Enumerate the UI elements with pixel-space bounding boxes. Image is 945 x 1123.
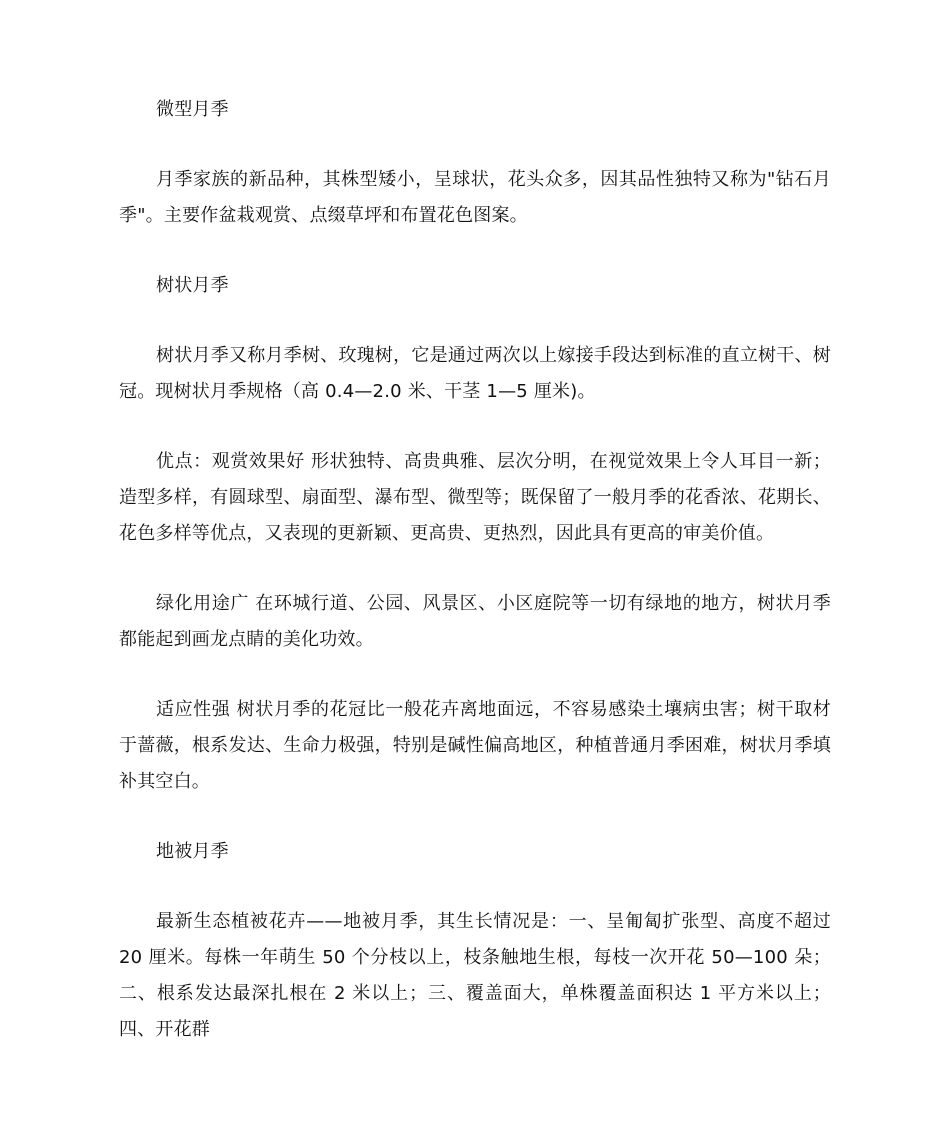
section-heading-ground-cover-rose: 地被月季 (156, 841, 229, 862)
section-heading-tree-rose: 树状月季 (156, 275, 229, 296)
paragraph-tree-rose-advantages: 优点：观赏效果好 形状独特、高贵典雅、层次分明，在视觉效果上令人耳目一新；造型多样，有圆球型、扇面型、瀑布型、微型等；既保留了一般月季的花香浓、花期长、花色多样等优点，又表现的更新颖、更高贵、更热烈，因此具有更高的审美价值。 (119, 451, 831, 544)
paragraph-tree-rose-greening-use: 绿化用途广 在环城行道、公园、风景区、小区庭院等一切有绿地的地方，树状月季都能起到画龙点睛的美化功效。 (119, 593, 831, 650)
section-heading-micro-rose: 微型月季 (156, 99, 229, 120)
document-page (119, 92, 831, 1082)
paragraph-micro-rose-description: 月季家族的新品种，其株型矮小，呈球状，花头众多，因其品性独特又称为"钻石月季"。主要作盆栽观赏、点缀草坪和布置花色图案。 (119, 169, 831, 226)
paragraph-tree-rose-adaptability: 适应性强 树状月季的花冠比一般花卉离地面远，不容易感染土壤病虫害；树干取材于蔷薇，根系发达、生命力极强，特别是碱性偏高地区，种植普通月季困难，树状月季填补其空白。 (119, 699, 831, 792)
paragraph-tree-rose-definition: 树状月季又称月季树、玫瑰树，它是通过两次以上嫁接手段达到标准的直立树干、树冠。现树状月季规格（高 0.4—2.0 米、干茎 1—5 厘米)。 (119, 345, 831, 402)
paragraph-ground-cover-rose-growth: 最新生态植被花卉——地被月季，其生长情况是：一、呈匍匐扩张型、高度不超过 20 厘米。每株一年萌生 50 个分枝以上，枝条触地生根，每枝一次开花 50—100 朵；二、根系发达最深扎根在 2 米以上；三、覆盖面大，单株覆盖面积达 1 平方米以上；四、开花群 (119, 911, 831, 1040)
